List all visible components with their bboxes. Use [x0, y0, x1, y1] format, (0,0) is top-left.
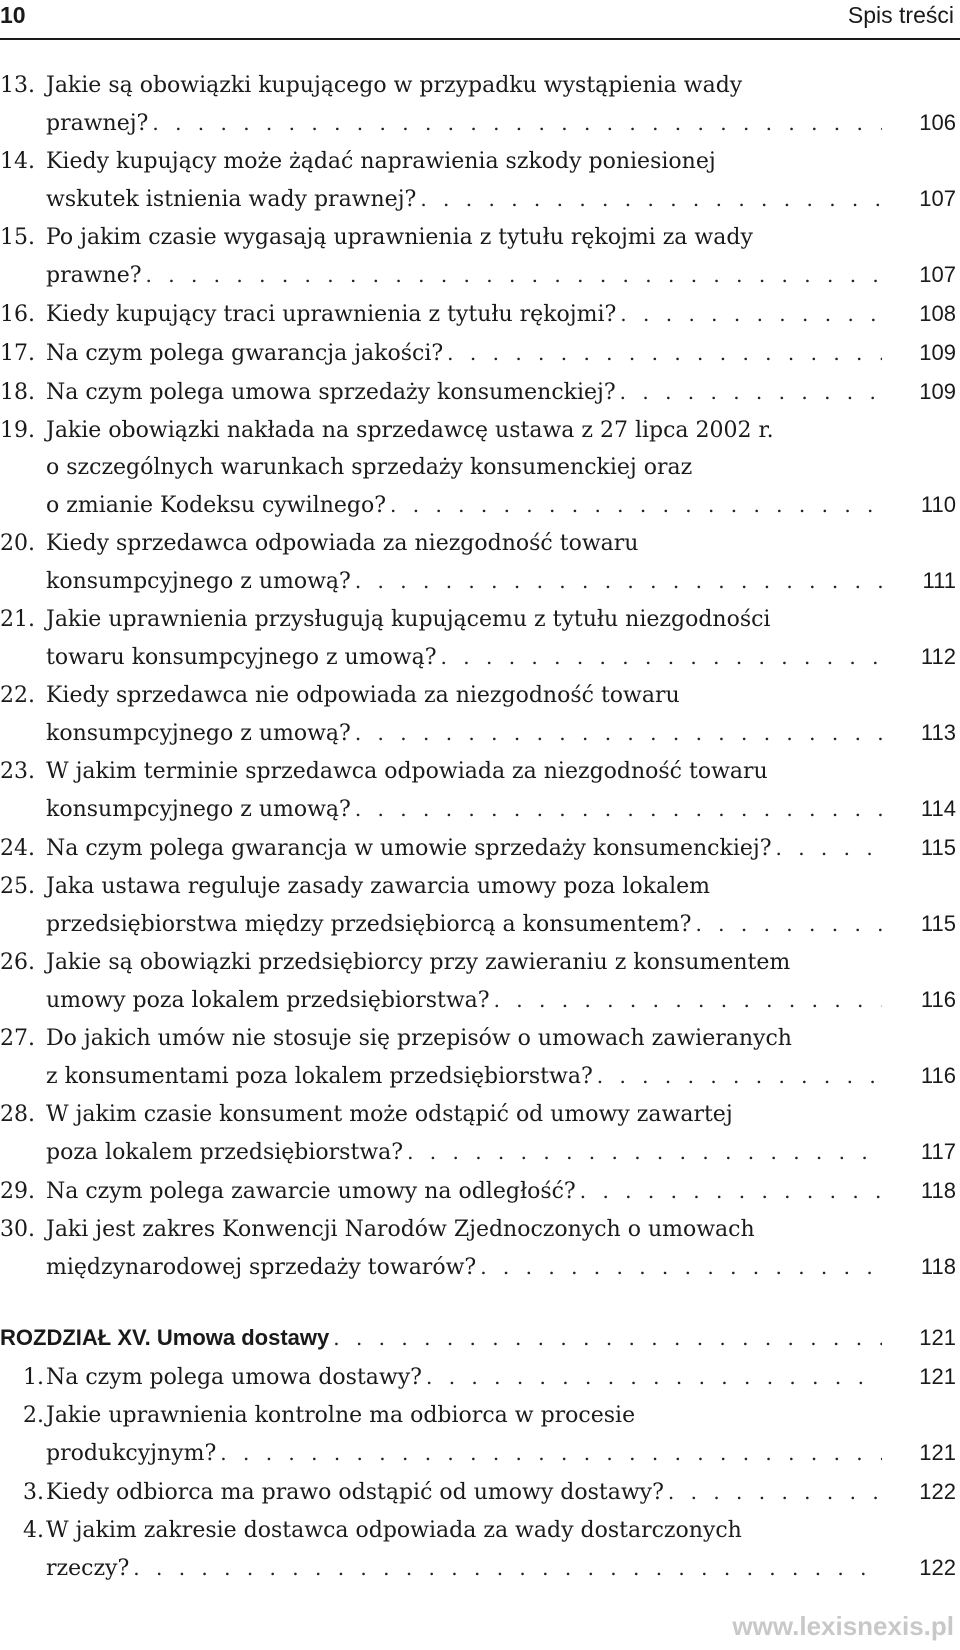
- toc-page-number: 116: [920, 1063, 956, 1088]
- toc-page-number: 109: [919, 379, 956, 404]
- toc-page-number: 117: [920, 1139, 956, 1164]
- toc-entry-number: 1.: [23, 1365, 44, 1390]
- toc-entry-text: Na czym polega zawarcie umowy na odległość?: [46, 1179, 576, 1204]
- toc-entry-text: prawnej?: [46, 111, 149, 136]
- toc-entry-number: 20.: [0, 531, 35, 556]
- toc-entry-text: W jakim czasie konsument może odstąpić od umowy zawartej: [46, 1102, 733, 1127]
- toc-entry-text: Jakie są obowiązki kupującego w przypadku wystąpienia wady: [46, 73, 743, 98]
- running-title: Spis treści: [847, 2, 954, 28]
- toc-page-number: 114: [920, 796, 956, 821]
- toc-entry-text: umowy poza lokalem przedsiębiorstwa?: [46, 988, 490, 1013]
- toc-entry[interactable]: [0, 334, 960, 371]
- toc-entry-number: 24.: [0, 836, 35, 861]
- toc-page-number: 118: [920, 1178, 956, 1203]
- toc-entry-text: W jakim zakresie dostawca odpowiada za wady dostarczonych: [46, 1518, 742, 1543]
- dot-leader: [355, 791, 882, 828]
- toc-entry[interactable]: [0, 295, 960, 332]
- dot-leader: [355, 715, 882, 752]
- dot-leader: [420, 181, 882, 218]
- chapter-heading[interactable]: [0, 1319, 960, 1356]
- toc-entry-line: [0, 562, 960, 599]
- toc-entry[interactable]: [0, 1172, 960, 1209]
- toc-entry-text: Jakie są obowiązki przedsiębiorcy przy zawieraniu z konsumentem: [46, 950, 791, 975]
- toc-entry-text: o zmianie Kodeksu cywilnego?: [46, 493, 387, 518]
- toc-entry-number: 16.: [0, 302, 35, 327]
- toc-entry-text: o szczególnych warunkach sprzedaży konsumenckiej oraz: [46, 455, 693, 480]
- toc-entry-number: 26.: [0, 950, 35, 975]
- toc-entry-number: 4.: [23, 1518, 44, 1543]
- toc-entry-line: [0, 790, 960, 827]
- toc-entry-text: konsumpcyjnego z umową?: [46, 569, 351, 594]
- toc-entry[interactable]: [0, 601, 960, 675]
- toc-entry-number: 29.: [0, 1179, 35, 1204]
- toc-entry-line: [0, 1096, 960, 1133]
- toc-page-number: 122: [919, 1555, 956, 1580]
- dot-leader: [152, 105, 882, 142]
- toc-page-number: 111: [922, 568, 956, 593]
- toc-entry-number: 19.: [0, 418, 35, 443]
- toc-entry-text: wskutek istnienia wady prawnej?: [46, 187, 417, 212]
- toc-entry-line: [0, 67, 960, 104]
- page-header: [0, 0, 960, 40]
- toc-entry[interactable]: [0, 1512, 960, 1586]
- publisher-website: www.lexisnexis.pl: [732, 1611, 954, 1641]
- toc-entry[interactable]: [0, 219, 960, 293]
- toc-entry-text: Kiedy sprzedawca nie odpowiada za niezgodność towaru: [46, 683, 680, 708]
- toc-page-number: 108: [919, 301, 956, 326]
- toc-entry[interactable]: [0, 1096, 960, 1170]
- dot-leader: [580, 1173, 882, 1210]
- toc-entry-text: Jakie uprawnienia przysługują kupującemu z tytułu niezgodności: [46, 607, 771, 632]
- toc-entry-line: [0, 219, 960, 256]
- toc-entry-text: produkcyjnym?: [46, 1441, 217, 1466]
- toc-entry-line: [0, 1248, 960, 1285]
- toc-entry-line: [0, 677, 960, 714]
- dot-leader: [775, 830, 882, 867]
- toc-entry-text: Po jakim czasie wygasają uprawnienia z tytułu rękojmi za wady: [46, 225, 753, 250]
- toc-entry-line: [0, 1211, 960, 1248]
- dot-leader: [133, 1550, 882, 1587]
- toc-entry-text: Do jakich umów nie stosuje się przepisów o umowach zawieranych: [46, 1026, 792, 1051]
- dot-leader: [480, 1249, 882, 1286]
- toc-page-number: 107: [919, 186, 956, 211]
- toc-entry[interactable]: [0, 143, 960, 217]
- dot-leader: [355, 563, 882, 600]
- toc-entry-text: Na czym polega umowa sprzedaży konsumenckiej?: [46, 380, 616, 405]
- toc-page-number: 121: [919, 1325, 956, 1350]
- toc-entry-line: [0, 256, 960, 293]
- page-number: 10: [0, 2, 26, 28]
- toc-entry-line: [0, 601, 960, 638]
- toc-entry-line: [0, 1020, 960, 1057]
- toc-entry-text: międzynarodowej sprzedaży towarów?: [46, 1255, 477, 1280]
- toc-entry-line: [0, 295, 960, 332]
- dot-leader: [333, 1320, 882, 1357]
- toc-entry-line: [0, 1172, 960, 1209]
- toc-entry-line: [0, 449, 960, 486]
- toc-entry-line: [0, 1512, 960, 1549]
- toc-entry-text: Kiedy kupujący może żądać naprawienia szkody poniesionej: [46, 149, 716, 174]
- toc-page-number: 121: [919, 1440, 956, 1465]
- dot-leader: [668, 1474, 882, 1511]
- toc-entry-line: [0, 1358, 960, 1395]
- table-of-contents: [0, 67, 960, 1588]
- toc-entry-number: 27.: [0, 1026, 35, 1051]
- toc-entry-line: [0, 944, 960, 981]
- toc-entry-number: 22.: [0, 683, 35, 708]
- toc-entry-line: [0, 486, 960, 523]
- toc-entry-line: [0, 1397, 960, 1434]
- toc-entry-text: z konsumentami poza lokalem przedsiębiorstwa?: [46, 1064, 593, 1089]
- toc-entry-line: [0, 180, 960, 217]
- toc-entry-number: 14.: [0, 149, 35, 174]
- toc-entry[interactable]: [0, 525, 960, 599]
- dot-leader: [620, 296, 882, 333]
- toc-entry-line: [0, 638, 960, 675]
- toc-entry[interactable]: [0, 868, 960, 942]
- toc-page-number: 121: [919, 1364, 956, 1389]
- toc-entry[interactable]: [0, 1211, 960, 1285]
- toc-page-number: 122: [919, 1479, 956, 1504]
- toc-entry-line: [0, 753, 960, 790]
- toc-entry-number: 23.: [0, 759, 35, 784]
- toc-entry-line: [0, 905, 960, 942]
- toc-entry-text: Na czym polega umowa dostawy?: [46, 1365, 422, 1390]
- dot-leader: [220, 1435, 882, 1472]
- toc-entry-number: 30.: [0, 1217, 35, 1242]
- toc-page-number: 115: [920, 835, 956, 860]
- toc-page-number: 110: [920, 492, 956, 517]
- toc-entry[interactable]: [0, 753, 960, 827]
- toc-entry-text: konsumpcyjnego z umową?: [46, 721, 351, 746]
- toc-entry-number: 18.: [0, 380, 35, 405]
- toc-entry[interactable]: [0, 829, 960, 866]
- toc-entry-number: 3.: [23, 1480, 44, 1505]
- toc-entry-text: prawne?: [46, 263, 142, 288]
- toc-entry-line: [0, 373, 960, 410]
- toc-entry-text: Jaki jest zakres Konwencji Narodów Zjednoczonych o umowach: [46, 1217, 755, 1242]
- toc-entry[interactable]: [0, 1020, 960, 1094]
- toc-entry-number: 28.: [0, 1102, 35, 1127]
- dot-leader: [494, 982, 882, 1019]
- toc-entry-text: Na czym polega gwarancja jakości?: [46, 341, 444, 366]
- toc-entry-text: przedsiębiorstwa między przedsiębiorcą a konsumentem?: [46, 912, 692, 937]
- toc-entry[interactable]: [0, 677, 960, 751]
- toc-page-number: 118: [920, 1254, 956, 1279]
- toc-entry[interactable]: [0, 373, 960, 410]
- toc-entry-line: [0, 334, 960, 371]
- toc-entry-text: Kiedy sprzedawca odpowiada za niezgodność towaru: [46, 531, 639, 556]
- chapter-title: ROZDZIAŁ XV. Umowa dostawy: [0, 1325, 330, 1350]
- toc-entry-line: [0, 981, 960, 1018]
- dot-leader: [407, 1134, 882, 1171]
- toc-entry[interactable]: [0, 1358, 960, 1395]
- toc-entry-line: [0, 829, 960, 866]
- toc-entry-number: 25.: [0, 874, 35, 899]
- toc-entry-text: poza lokalem przedsiębiorstwa?: [46, 1140, 404, 1165]
- dot-leader: [441, 639, 882, 676]
- toc-entry-number: 15.: [0, 225, 35, 250]
- toc-entry-text: Jakie uprawnienia kontrolne ma odbiorca w procesie: [46, 1403, 636, 1428]
- dot-leader: [390, 487, 882, 524]
- dot-leader: [695, 906, 882, 943]
- toc-entry-line: [0, 104, 960, 141]
- toc-entry-text: towaru konsumpcyjnego z umową?: [46, 645, 437, 670]
- toc-entry-text: Jakie obowiązki nakłada na sprzedawcę ustawa z 27 lipca 2002 r.: [46, 418, 774, 443]
- toc-page-number: 106: [919, 110, 956, 135]
- toc-entry-line: [0, 1133, 960, 1170]
- toc-entry-line: [0, 412, 960, 449]
- toc-page-number: 115: [920, 911, 956, 936]
- toc-entry-text: Jaka ustawa reguluje zasady zawarcia umowy poza lokalem: [46, 874, 711, 899]
- toc-entry[interactable]: [0, 67, 960, 141]
- toc-entry-text: Na czym polega gwarancja w umowie sprzedaży konsumenckiej?: [46, 836, 772, 861]
- dot-leader: [620, 374, 882, 411]
- dot-leader: [597, 1058, 882, 1095]
- toc-entry-number: 17.: [0, 341, 35, 366]
- toc-entry-text: Kiedy kupujący traci uprawnienia z tytułu rękojmi?: [46, 302, 617, 327]
- toc-entry-text: Kiedy odbiorca ma prawo odstąpić od umowy dostawy?: [46, 1480, 664, 1505]
- toc-page-number: 109: [919, 340, 956, 365]
- toc-entry-line: [0, 143, 960, 180]
- dot-leader: [146, 257, 882, 294]
- toc-entry-line: [0, 1473, 960, 1510]
- toc-page-number: 107: [919, 262, 956, 287]
- toc-entry-line: [0, 525, 960, 562]
- toc-entry[interactable]: [0, 944, 960, 1018]
- dot-leader: [447, 335, 882, 372]
- toc-entry-line: [0, 868, 960, 905]
- toc-entry[interactable]: [0, 1473, 960, 1510]
- toc-entry-line: [0, 1434, 960, 1471]
- toc-entry-text: konsumpcyjnego z umową?: [46, 797, 351, 822]
- toc-entry-text: rzeczy?: [46, 1556, 130, 1581]
- toc-entry-number: 2.: [23, 1403, 44, 1428]
- toc-entry-number: 21.: [0, 607, 35, 632]
- toc-entry[interactable]: [0, 412, 960, 523]
- chapter-heading-line: [0, 1319, 960, 1356]
- toc-entry-number: 13.: [0, 73, 35, 98]
- toc-entry-line: [0, 1549, 960, 1586]
- toc-page-number: 112: [920, 644, 956, 669]
- toc-page-number: 116: [920, 987, 956, 1012]
- toc-page-number: 113: [920, 720, 956, 745]
- toc-entry-line: [0, 714, 960, 751]
- toc-entry-text: W jakim terminie sprzedawca odpowiada za niezgodność towaru: [46, 759, 768, 784]
- toc-entry-line: [0, 1057, 960, 1094]
- toc-entry[interactable]: [0, 1397, 960, 1471]
- dot-leader: [426, 1359, 882, 1396]
